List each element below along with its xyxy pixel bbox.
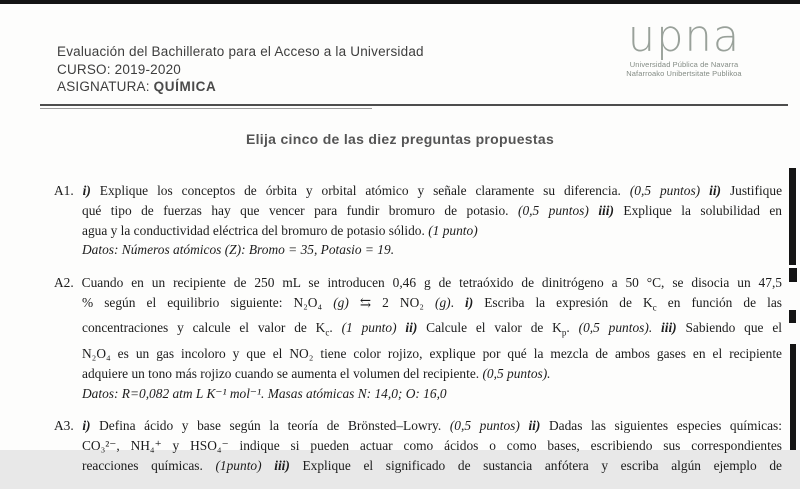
header-divider-line — [40, 104, 788, 106]
text-segment: en función de las — [656, 294, 782, 310]
text-segment: c — [325, 328, 330, 339]
header-divider-underline — [40, 108, 372, 109]
text-segment: (1punto) — [215, 457, 262, 473]
text-segment: i) — [465, 294, 474, 310]
text-segment: (1 punto) — [341, 320, 397, 336]
question-a1 — [54, 181, 782, 260]
text-segment: . — [329, 320, 342, 336]
question-text-line — [82, 344, 782, 364]
question-text-line — [54, 273, 782, 293]
question-text-line — [82, 221, 782, 241]
text-segment: p — [561, 328, 567, 339]
text-segment: ii) — [709, 183, 721, 198]
text-segment: c — [652, 302, 657, 313]
question-text-line — [82, 384, 782, 404]
scan-artifact-top-bar — [0, 0, 800, 4]
question-text-line — [82, 436, 782, 456]
question-text-line — [82, 456, 782, 476]
text-segment: concentraciones y calcule el valor de K — [82, 320, 326, 336]
text-segment: adquiere un tono más rojizo cuando se aumenta el volumen del recipiente. — [82, 365, 483, 381]
text-segment: Sabiendo que el — [676, 320, 782, 336]
text-segment: i) — [82, 183, 91, 198]
text-segment: ⇆ 2 NO₂ — [348, 294, 435, 310]
text-segment — [262, 458, 275, 473]
text-segment: (0,5 puntos) — [518, 202, 589, 218]
scan-artifact-right-bar-2 — [789, 268, 797, 282]
question-text-line — [82, 318, 782, 343]
text-segment: (0,5 puntos). — [482, 365, 551, 381]
text-segment: Calcule el valor de K — [417, 320, 562, 336]
text-segment: Justifique — [721, 183, 783, 198]
subject-value: QUÍMICA — [153, 79, 217, 95]
text-segment: (0,5 puntos). — [578, 320, 653, 336]
exam-header-subject-line — [57, 78, 424, 96]
text-segment: (g) — [434, 294, 451, 310]
text-segment: % según el equilibrio siguiente: N₂O₄ — [82, 294, 334, 310]
text-segment: iii) — [598, 202, 614, 218]
questions — [54, 181, 782, 489]
exam-header-title-line: Evaluación del Bachillerato para el Acceso a la Universidad — [57, 44, 424, 59]
text-segment — [652, 320, 661, 335]
question-a3 — [54, 416, 782, 475]
text-segment: Escriba la expresión de K — [473, 294, 653, 310]
text-segment: CO₃²⁻, NH₄⁺ y HSO₄⁻ indique si pueden actuar como ácidos o como bases, escribiendo sus correspondientes — [82, 438, 782, 454]
text-segment: . — [450, 294, 466, 310]
exam-header — [57, 43, 424, 96]
text-segment: reacciones químicas. — [82, 457, 216, 473]
text-segment: A3. — [54, 418, 83, 434]
subject-label: ASIGNATURA: — [57, 79, 154, 95]
text-segment: agua y la conductividad eléctrica del bromuro de potasio sólido. — [82, 222, 429, 238]
exam-header-course-line: CURSO: 2019-2020 — [57, 61, 182, 77]
text-segment: i) — [82, 418, 91, 434]
text-segment: (0,5 puntos) — [629, 183, 701, 198]
text-segment: (g) — [333, 294, 349, 310]
text-segment — [700, 183, 709, 198]
text-segment: A2. Cuando en un recipiente de 250 mL se introducen 0,46 g de tetraóxido de dinitrógeno a 50 °C, se disocia un 47,5 — [54, 275, 782, 291]
text-segment: A1. — [54, 183, 83, 198]
question-a2 — [54, 273, 782, 403]
scan-artifact-right-bar-4 — [790, 344, 796, 450]
question-text-line — [54, 416, 782, 436]
text-segment: Explique el significado de sustancia anfótera y escriba algún ejemplo de — [289, 457, 782, 473]
question-text-line — [82, 201, 782, 221]
upna-logo-subtext-es: Universidad Pública de Navarra — [629, 60, 739, 69]
text-segment: Datos: Números atómicos (Z): Bromo = 35, Potasio = 19. — [82, 242, 395, 258]
question-text-line — [82, 240, 782, 260]
text-segment: iii) — [661, 320, 677, 336]
text-segment: qué tipo de fuerzas hay que vencer para fundir bromuro de potasio. — [82, 202, 518, 218]
text-segment: Datos: R=0,082 atm L K⁻¹ mol⁻¹. Masas atómicas N: 14,0; O: 16,0 — [82, 385, 447, 401]
question-text-line — [54, 181, 783, 201]
text-segment: Defina ácido y base según la teoría de Brönsted–Lowry. — [90, 418, 450, 434]
text-segment: Explique la solubilidad en — [613, 202, 782, 218]
question-text-line — [82, 364, 782, 384]
upna-logo — [618, 11, 750, 78]
exam-instructions-title: Elija cinco de las diez preguntas propuestas — [245, 131, 555, 147]
upna-logo-wordmark: upna — [627, 11, 741, 62]
scan-artifact-right-bar-3 — [789, 310, 796, 323]
question-text-line — [82, 293, 782, 318]
text-segment — [589, 203, 598, 218]
upna-logo-subtext-eu: Nafarroako Unibertsitate Publikoa — [626, 69, 742, 78]
text-segment: Explique los conceptos de órbita y orbital atómico y señale claramente su diferencia. — [90, 183, 630, 198]
scan-artifact-right-bar-1 — [789, 168, 796, 265]
text-segment: ii) — [405, 320, 418, 336]
text-segment: iii) — [274, 457, 290, 473]
text-segment: . — [566, 320, 579, 336]
text-segment: N₂O₄ es un gas incoloro y que el NO₂ tiene color rojizo, explique por qué la mezcla de ambos gases en el recipiente — [82, 345, 782, 361]
text-segment: (0,5 puntos) — [449, 418, 520, 434]
text-segment: Dadas las siguientes especies químicas: — [540, 418, 782, 434]
text-segment: ii) — [528, 418, 541, 434]
text-segment: (1 punto) — [428, 222, 478, 238]
